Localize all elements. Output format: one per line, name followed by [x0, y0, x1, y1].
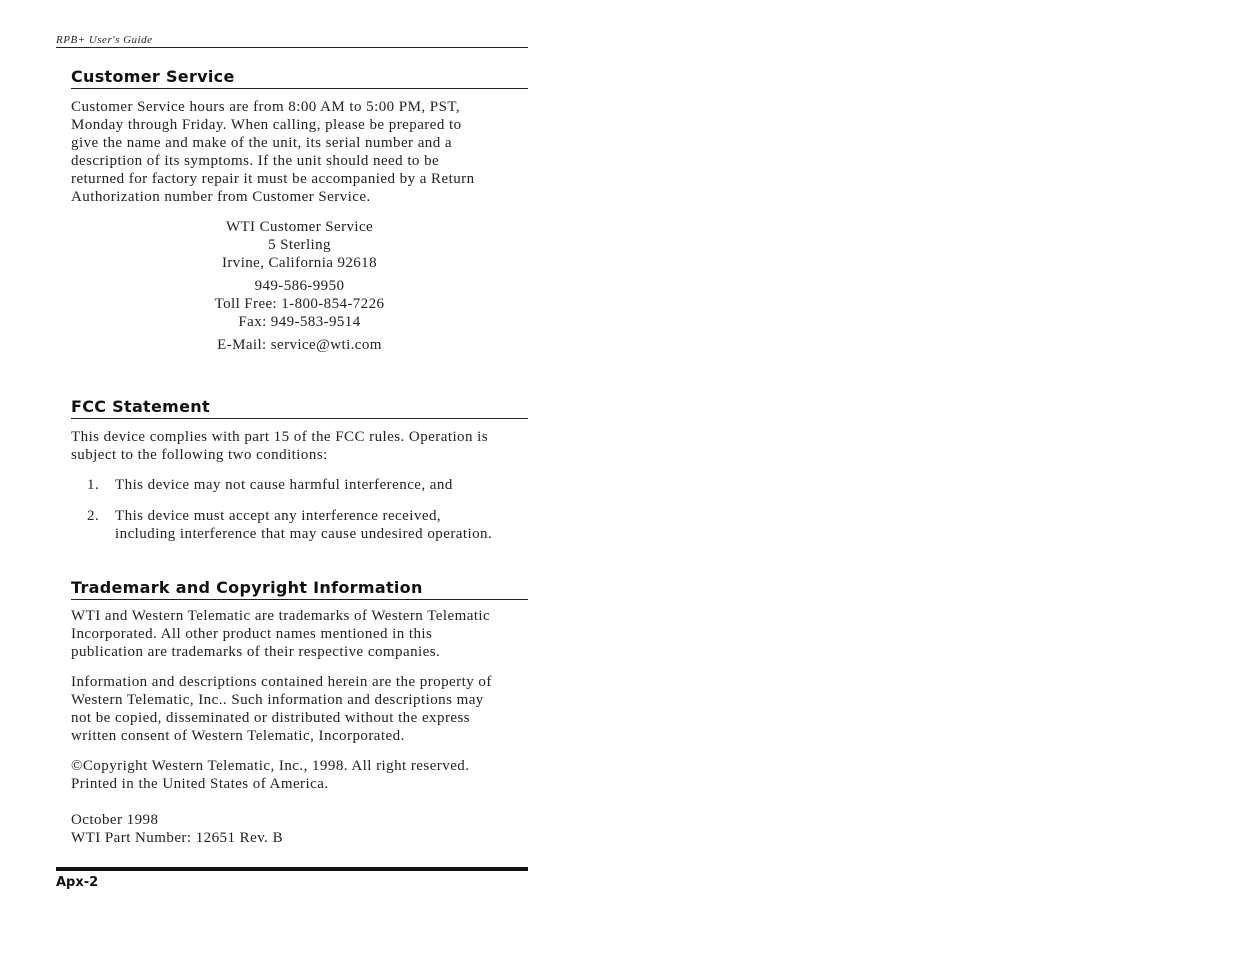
- address-name: WTI Customer Service: [225, 219, 374, 235]
- fcc-intro: This device complies with part 15 of the FCC rules. Operation is subject to the following two conditions:: [71, 429, 489, 463]
- footer-rule: [56, 867, 528, 871]
- customer-service-heading: Customer Service: [71, 66, 528, 89]
- running-head-text: RPB+ User's Guide: [56, 34, 153, 46]
- fcc-conditions-list: [71, 476, 528, 543]
- address-city: Irvine, California 92618: [222, 255, 377, 271]
- publication-date: October 1998: [71, 812, 159, 828]
- page-number: Apx-2: [56, 875, 99, 890]
- customer-service-email: [71, 336, 528, 354]
- customer-service-phones: [71, 277, 528, 331]
- customer-service-address: [71, 218, 528, 272]
- trademark-paragraph-2: Information and descriptions contained herein are the property of Western Telematic, Inc.. Such information and descriptions may not be copied, disseminated or distributed without the express written consent of Western Telematic, Incorporated.: [71, 674, 492, 744]
- copyright-paragraph: ©Copyright Western Telematic, Inc., 1998. All right reserved. Printed in the United States of America.: [71, 758, 470, 792]
- email-text: E-Mail: service@wti.com: [217, 337, 382, 353]
- trademark-paragraph-1: WTI and Western Telematic are trademarks of Western Telematic Incorporated. All other product names mentioned in this publication are trademarks of their respective companies.: [71, 608, 491, 660]
- phone-main: 949-586-9950: [254, 278, 345, 294]
- trademark-heading: Trademark and Copyright Information: [71, 577, 528, 600]
- list-item: 1. This device may not cause harmful interference, and: [87, 477, 453, 493]
- publication-info: [71, 811, 528, 847]
- part-number: WTI Part Number: 12651 Rev. B: [71, 830, 284, 846]
- fcc-heading: FCC Statement: [71, 396, 528, 419]
- address-street: 5 Sterling: [268, 237, 331, 253]
- running-head: [56, 33, 528, 48]
- phone-fax: Fax: 949-583-9514: [238, 314, 361, 330]
- phone-toll-free: Toll Free: 1-800-854-7226: [214, 296, 385, 312]
- page-content: [71, 66, 528, 847]
- customer-service-intro: Customer Service hours are from 8:00 AM to 5:00 PM, PST, Monday through Friday. When calling, please be prepared to give the name and make of the unit, its serial number and a description of its symptoms. If the unit should need to be returned for factory repair it must be accompanied by a Return Authorization number from Customer Service.: [71, 99, 475, 205]
- list-item: 2. This device must accept any interference received, including interference that may cause undesired operation.: [87, 508, 493, 542]
